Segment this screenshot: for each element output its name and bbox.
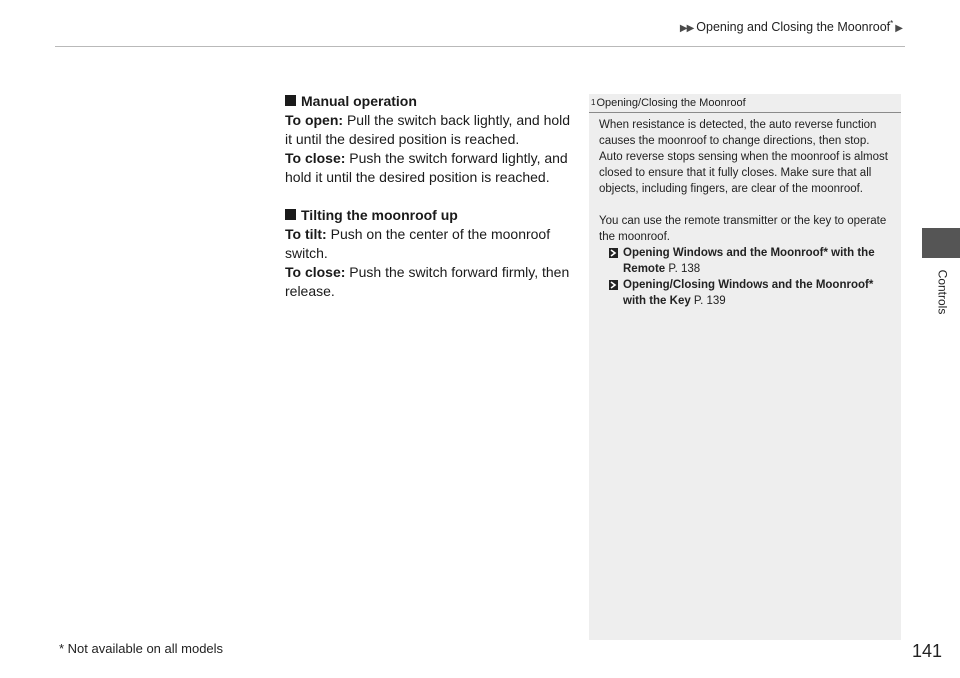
section-tab-text: Controls [935,269,950,315]
not-all-models-star: * [890,19,894,28]
reference-page: P. 138 [665,263,701,275]
breadcrumb [680,19,903,34]
open-instruction [285,111,575,149]
heading-text: Tilting the moonroof up [301,207,458,223]
side-note-header [589,94,901,113]
close-label: To close: [285,264,346,280]
breadcrumb-title: Opening and Closing the Moonroof [696,20,891,35]
close-text: Push the switch forward lightly, and hold it until the desired position is reached. [285,150,568,185]
section-heading-manual [285,92,575,111]
side-note-body [599,117,895,309]
open-label: To open: [285,112,344,128]
reference-arrow-icon [609,248,618,258]
tilt-label: To tilt: [285,226,327,242]
square-bullet-icon [285,95,296,106]
note-number: 1 [591,98,596,107]
cross-reference-remote[interactable] [599,245,895,277]
section-tab-marker [922,228,960,258]
tilt-text: Push on the center of the moonroof switch. [285,226,551,261]
close-instruction [285,149,575,187]
arrow-icon: ▶ [895,23,903,35]
heading-text: Manual operation [301,93,417,109]
reference-page: P. 139 [690,295,726,307]
page-header [0,0,960,46]
close-label: To close: [285,150,346,166]
tilt-close-instruction [285,263,575,301]
main-content [285,92,575,301]
tilt-instruction [285,225,575,263]
footnote: * Not available on all models [59,641,224,656]
page-number: 141 [912,641,943,661]
header-divider [55,46,905,47]
square-bullet-icon [285,209,296,220]
reference-title: Opening Windows and the Moonroof* with the Remote [623,247,875,275]
cross-reference-key[interactable] [599,277,895,309]
side-note-panel [589,94,901,640]
side-note-title: Opening/Closing the Moonroof [596,97,746,109]
section-tab-label [926,265,956,325]
section-heading-tilting [285,206,575,225]
open-text: Pull the switch back lightly, and hold it until the desired position is reached. [285,112,571,147]
side-note-paragraph: When resistance is detected, the auto reverse function causes the moonroof to change directions, then stop. Auto reverse stops sensing when the moonroof is almost closed to ensure that it fully closes. Make sure that all objects, including fingers, are clear of the moonroof. [599,119,888,195]
double-arrow-icon: ▶▶ [679,23,694,35]
close-text: Push the switch forward firmly, then release. [285,264,570,299]
reference-arrow-icon [609,280,618,290]
reference-title: Opening/Closing Windows and the Moonroof* with the Key [623,279,874,307]
side-note-paragraph: You can use the remote transmitter or the key to operate the moonroof. [599,215,887,243]
